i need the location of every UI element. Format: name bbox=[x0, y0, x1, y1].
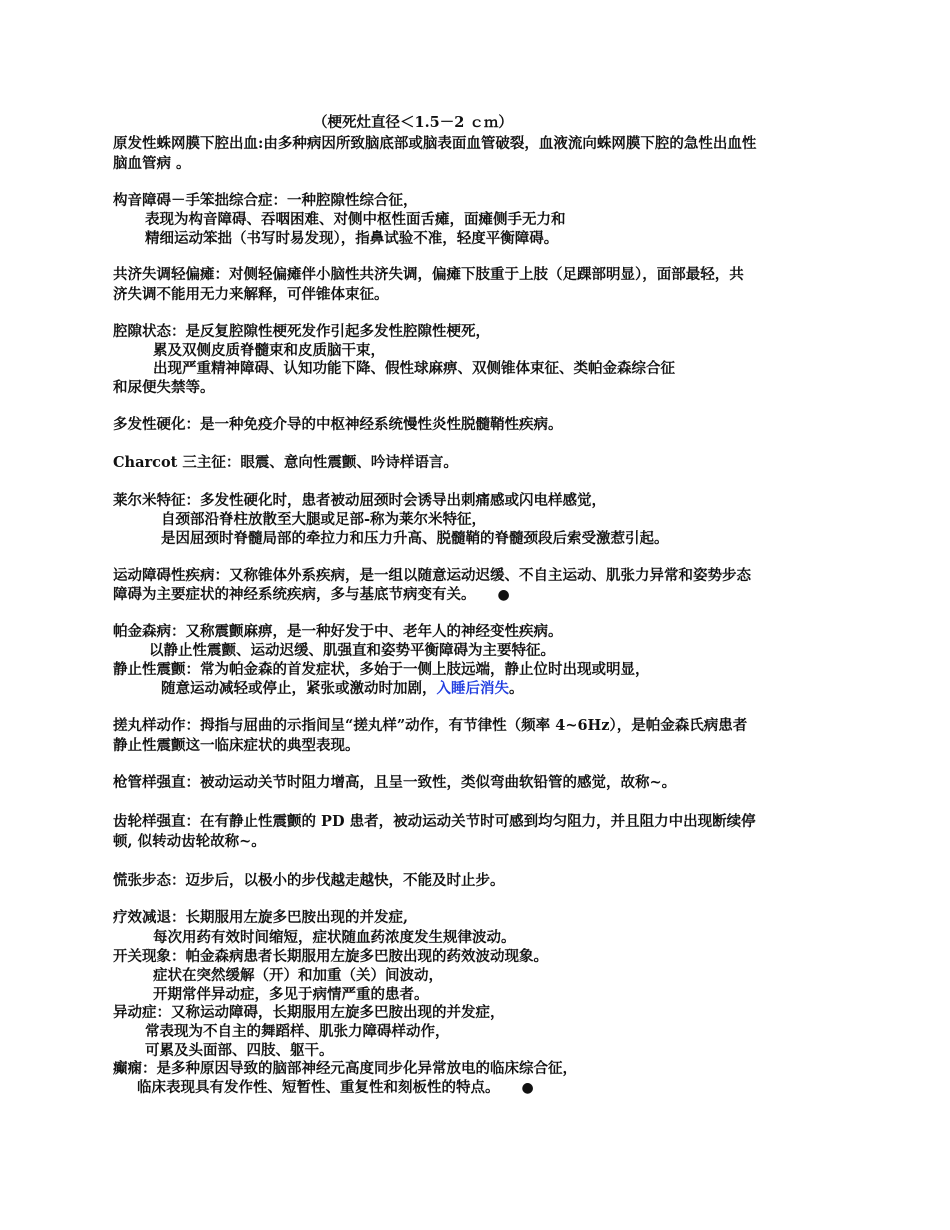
text-segment: 临床表现具有发作性、短暂性、重复性和刻板性的特点。 bbox=[137, 1079, 500, 1096]
text-line: 精细运动笨拙（书写时易发现），指鼻试验不准，轻度平衡障碍。 bbox=[145, 230, 559, 247]
text-line: 顿, 似转动齿轮故称~。 bbox=[113, 833, 266, 850]
text-line: 每次用药有效时间缩短，症状随血药浓度发生规律波动。 bbox=[153, 929, 516, 946]
text-line: 枪管样强直：被动运动关节时阻力增高，且呈一致性，类似弯曲软铅管的感觉，故称~。 bbox=[113, 774, 677, 791]
text-line: 疗效减退：长期服用左旋多巴胺出现的并发症, bbox=[113, 909, 409, 926]
text-line: 帕金森病：又称震颤麻痹，是一种好发于中、老年人的神经变性疾病。 bbox=[113, 623, 563, 640]
text-line: 慌张步态：迈步后，以极小的步伐越走越快，不能及时止步。 bbox=[113, 872, 505, 889]
text-line: 是因屈颈时脊髓局部的牵拉力和压力升高、脱髓鞘的脊髓颈段后索受激惹引起。 bbox=[161, 530, 669, 547]
text-line bbox=[137, 1078, 534, 1098]
text-line: 静止性震颤：常为帕金森的首发症状，多始于一侧上肢远端，静止位时出现或明显， bbox=[113, 661, 650, 678]
text-line: 齿轮样强直：在有静止性震颤的 PD 患者，被动运动关节时可感到均匀阻力，并且阻力中出现断续停 bbox=[113, 813, 756, 830]
text-line: 可累及头面部、四肢、躯干。 bbox=[145, 1042, 334, 1059]
text-line: 运动障碍性疾病：又称锥体外系疾病，是一组以随意运动迟缓、不自主运动、肌张力异常和姿势步态 bbox=[113, 567, 751, 584]
bullet-mark: ● bbox=[497, 587, 510, 603]
text-line: 表现为构音障碍、吞咽困难、对侧中枢性面舌瘫，面瘫侧手无力和 bbox=[145, 211, 566, 228]
text-line: 开关现象：帕金森病患者长期服用左旋多巴胺出现的药效波动现象。 bbox=[113, 948, 548, 965]
text-line: 癫痫：是多种原因导致的脑部神经元高度同步化异常放电的临床综合征， bbox=[113, 1060, 577, 1077]
text-line: 异动症：又称运动障碍，长期服用左旋多巴胺出现的并发症， bbox=[113, 1004, 505, 1021]
text-line: 原发性蛛网膜下腔出血:由多种病因所致脑底部或脑表面血管破裂，血液流向蛛网膜下腔的急性出血性 bbox=[113, 135, 757, 152]
text-line bbox=[161, 679, 524, 698]
text-line: （梗死灶直径＜1.5－2 ｃｍ） bbox=[313, 114, 513, 131]
text-line: 莱尔米特征：多发性硬化时，患者被动屈颈时会诱导出刺痛感或闪电样感觉， bbox=[113, 492, 606, 509]
text-line: 自颈部沿脊柱放散至大腿或足部-称为莱尔米特征， bbox=[161, 511, 487, 528]
text-line: 多发性硬化：是一种免疫介导的中枢神经系统慢性炎性脱髓鞘性疾病。 bbox=[113, 416, 563, 433]
text-line: 以静止性震颤、运动迟缓、肌强直和姿势平衡障碍为主要特征。 bbox=[149, 642, 555, 659]
text-line: 常表现为不自主的舞蹈样、肌张力障碍样动作， bbox=[145, 1023, 450, 1040]
text-segment: 障碍为主要症状的神经系统疾病，多与基底节病变有关。 bbox=[113, 586, 476, 603]
text-line: 症状在突然缓解（开）和加重（关）间波动， bbox=[153, 967, 443, 984]
text-line: 济失调不能用无力来解释，可伴锥体束征。 bbox=[113, 286, 389, 303]
text-line: 搓丸样动作：拇指与屈曲的示指间呈“搓丸样”动作，有节律性（频率 4~6Hz），是帕金森氏病患者 bbox=[113, 717, 748, 734]
text-line: 共济失调轻偏瘫：对侧轻偏瘫伴小脑性共济失调，偏瘫下肢重于上肢（足踝部明显），面部最轻，共 bbox=[113, 266, 744, 283]
text-line: 和尿便失禁等。 bbox=[113, 379, 215, 396]
text-line bbox=[113, 585, 510, 605]
text-line: 开期常伴异动症，多见于病情严重的患者。 bbox=[153, 986, 429, 1003]
text-segment: 随意运动减轻或停止，紧张或激动时加剧， bbox=[161, 680, 437, 697]
text-line: 构音障碍－手笨拙综合症：一种腔隙性综合征， bbox=[113, 192, 418, 209]
text-line: 静止性震颤这一临床症状的典型表现。 bbox=[113, 737, 360, 754]
text-line: 脑血管病 。 bbox=[113, 155, 191, 172]
text-line: 腔隙状态：是反复腔隙性梗死发作引起多发性腔隙性梗死， bbox=[113, 323, 490, 340]
bullet-mark: ● bbox=[521, 1080, 534, 1096]
text-line: 出现严重精神障碍、认知功能下降、假性球麻痹、双侧锥体束征、类帕金森综合征 bbox=[153, 360, 675, 377]
text-line: Charcot 三主征：眼震、意向性震颤、吟诗样语言。 bbox=[113, 454, 458, 471]
text-line: 累及双侧皮质脊髓束和皮质脑干束， bbox=[153, 342, 385, 359]
text-segment: 。 bbox=[509, 680, 524, 697]
highlighted-phrase: 入睡后消失 bbox=[436, 680, 509, 697]
